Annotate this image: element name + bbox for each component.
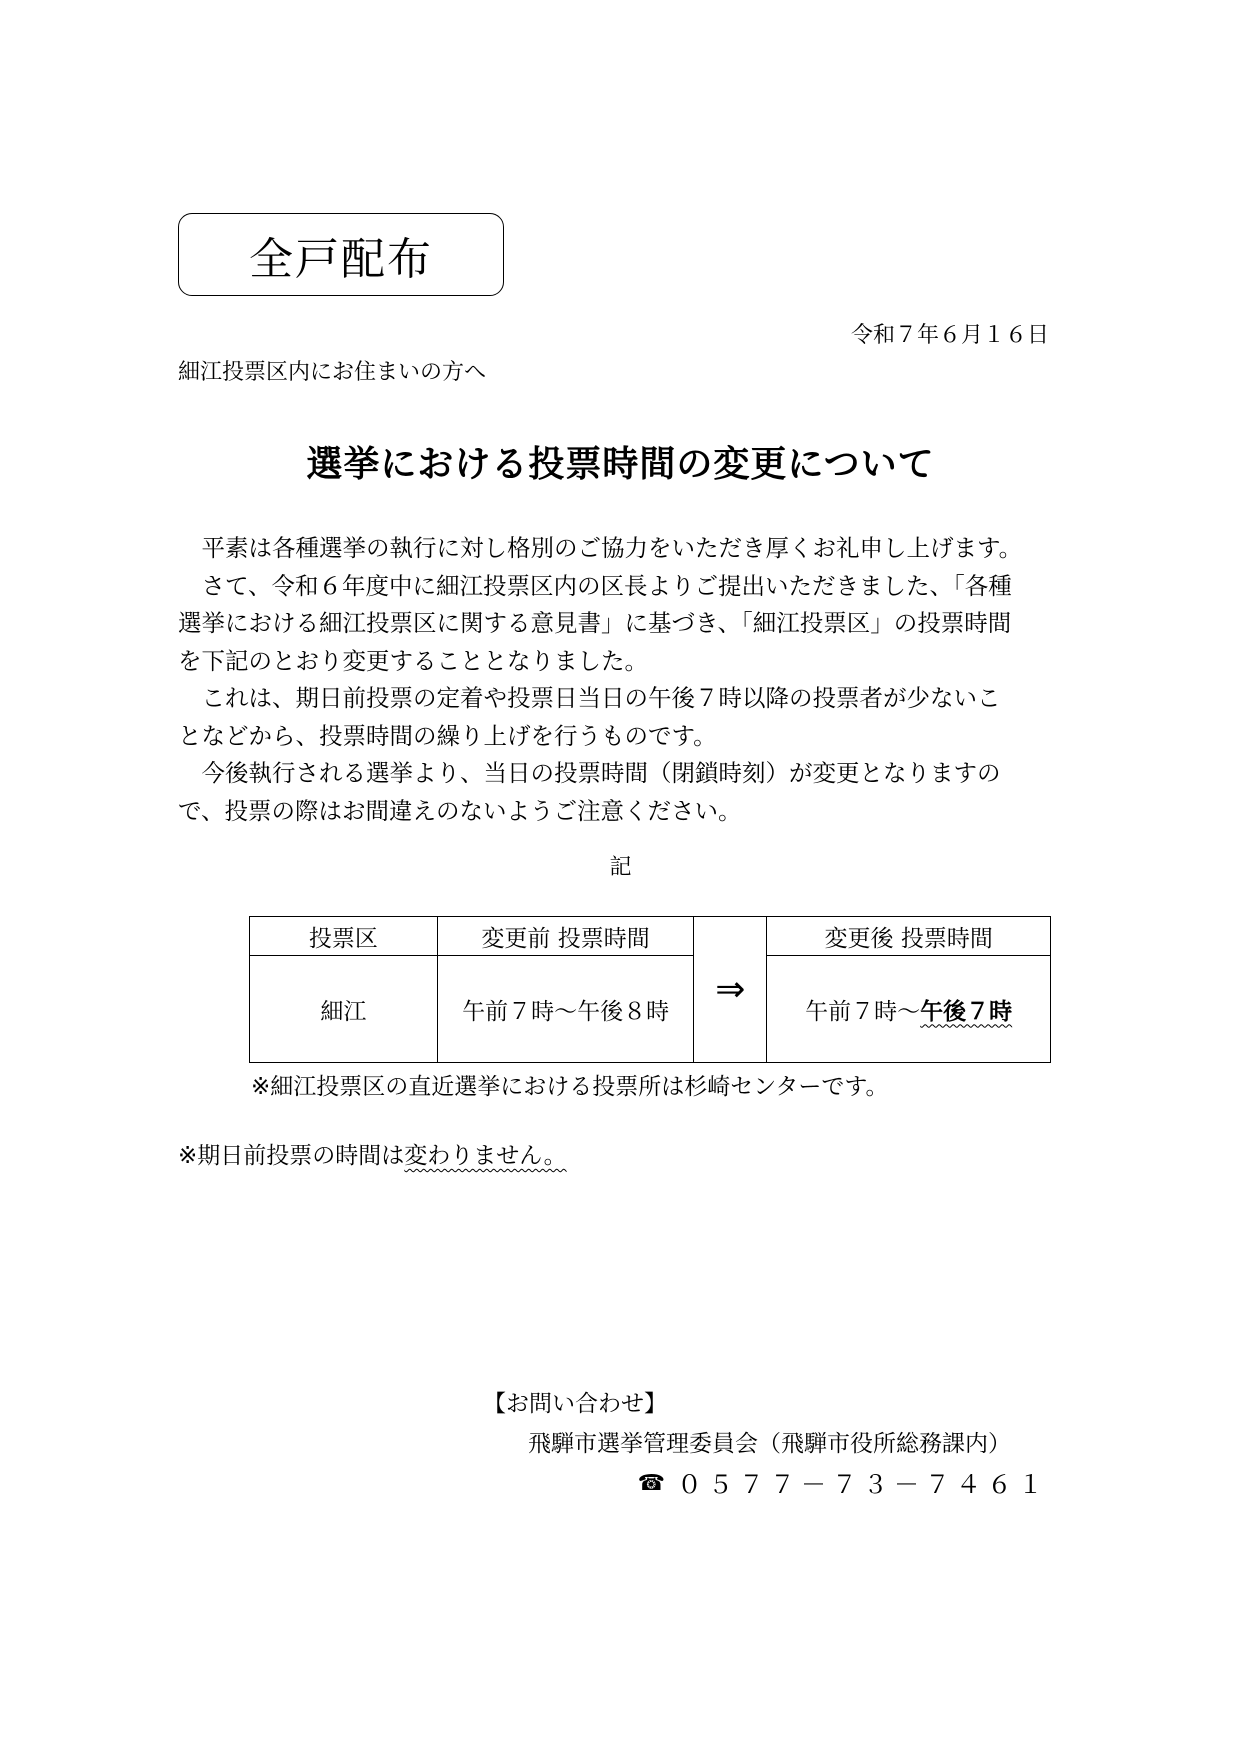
notice-date: 令和７年６月１６日 bbox=[850, 323, 1049, 348]
district-cell: 細江 bbox=[250, 956, 438, 1063]
header-before: 変更前 投票時間 bbox=[437, 917, 694, 956]
phone-icon: ☎ bbox=[637, 1470, 665, 1496]
polling-place-note: ※細江投票区の直近選挙における投票所は杉崎センターです。 bbox=[251, 1074, 889, 1100]
contact-heading: 【お問い合わせ】 bbox=[483, 1391, 667, 1417]
header-district: 投票区 bbox=[250, 917, 438, 956]
after-hours-end: 午後７時 bbox=[920, 998, 1013, 1025]
after-hours-cell bbox=[767, 956, 1051, 1063]
after-hours-start: 午前７時～ bbox=[805, 998, 921, 1025]
body-line: これは、期日前投票の定着や投票日当日の午後７時以降の投票者が少ないこ bbox=[178, 684, 1001, 712]
body-line: で、投票の際はお間違えのないようご注意ください。 bbox=[178, 796, 742, 825]
body-line: 今後執行される選挙より、当日の投票時間（閉鎖時刻）が変更となりますの bbox=[178, 759, 1001, 787]
arrow-icon: ⇒ bbox=[694, 917, 767, 1063]
body-line: 平素は各種選挙の執行に対し格別のご協力をいただき厚くお礼申し上げます。 bbox=[178, 534, 1023, 562]
addressee: 細江投票区内にお住まいの方へ bbox=[178, 360, 487, 385]
distribution-stamp: 全戸配布 bbox=[178, 213, 504, 296]
early-voting-note bbox=[178, 1137, 567, 1170]
body-line: となどから、投票時間の繰り上げを行うものです。 bbox=[178, 721, 717, 750]
table-header-row bbox=[250, 917, 1051, 956]
header-after: 変更後 投票時間 bbox=[767, 917, 1051, 956]
table-row bbox=[250, 956, 1051, 1063]
early-note-prefix: ※期日前投票の時間は bbox=[178, 1143, 405, 1169]
phone-number: ０５７７－７３－７４６１ bbox=[676, 1470, 1049, 1499]
early-note-emphasis: 変わりません。 bbox=[404, 1143, 567, 1169]
body-line: を下記のとおり変更することとなりました。 bbox=[178, 646, 648, 675]
notice-title: 選挙における投票時間の変更について bbox=[306, 444, 935, 485]
ki-heading: 記 bbox=[609, 855, 632, 880]
body-line: 選挙における細江投票区に関する意見書」に基づき、「細江投票区」の投票時間 bbox=[178, 609, 1012, 637]
body-text bbox=[178, 530, 1068, 830]
contact-organization: 飛騨市選挙管理委員会（飛騨市役所総務課内） bbox=[528, 1431, 1011, 1457]
body-line: さて、令和６年度中に細江投票区内の区長よりご提出いただきました、「各種 bbox=[178, 571, 1012, 600]
before-hours-cell: 午前７時～午後８時 bbox=[437, 956, 694, 1063]
contact-phone bbox=[638, 1465, 1049, 1501]
voting-hours-table bbox=[249, 916, 1051, 1063]
